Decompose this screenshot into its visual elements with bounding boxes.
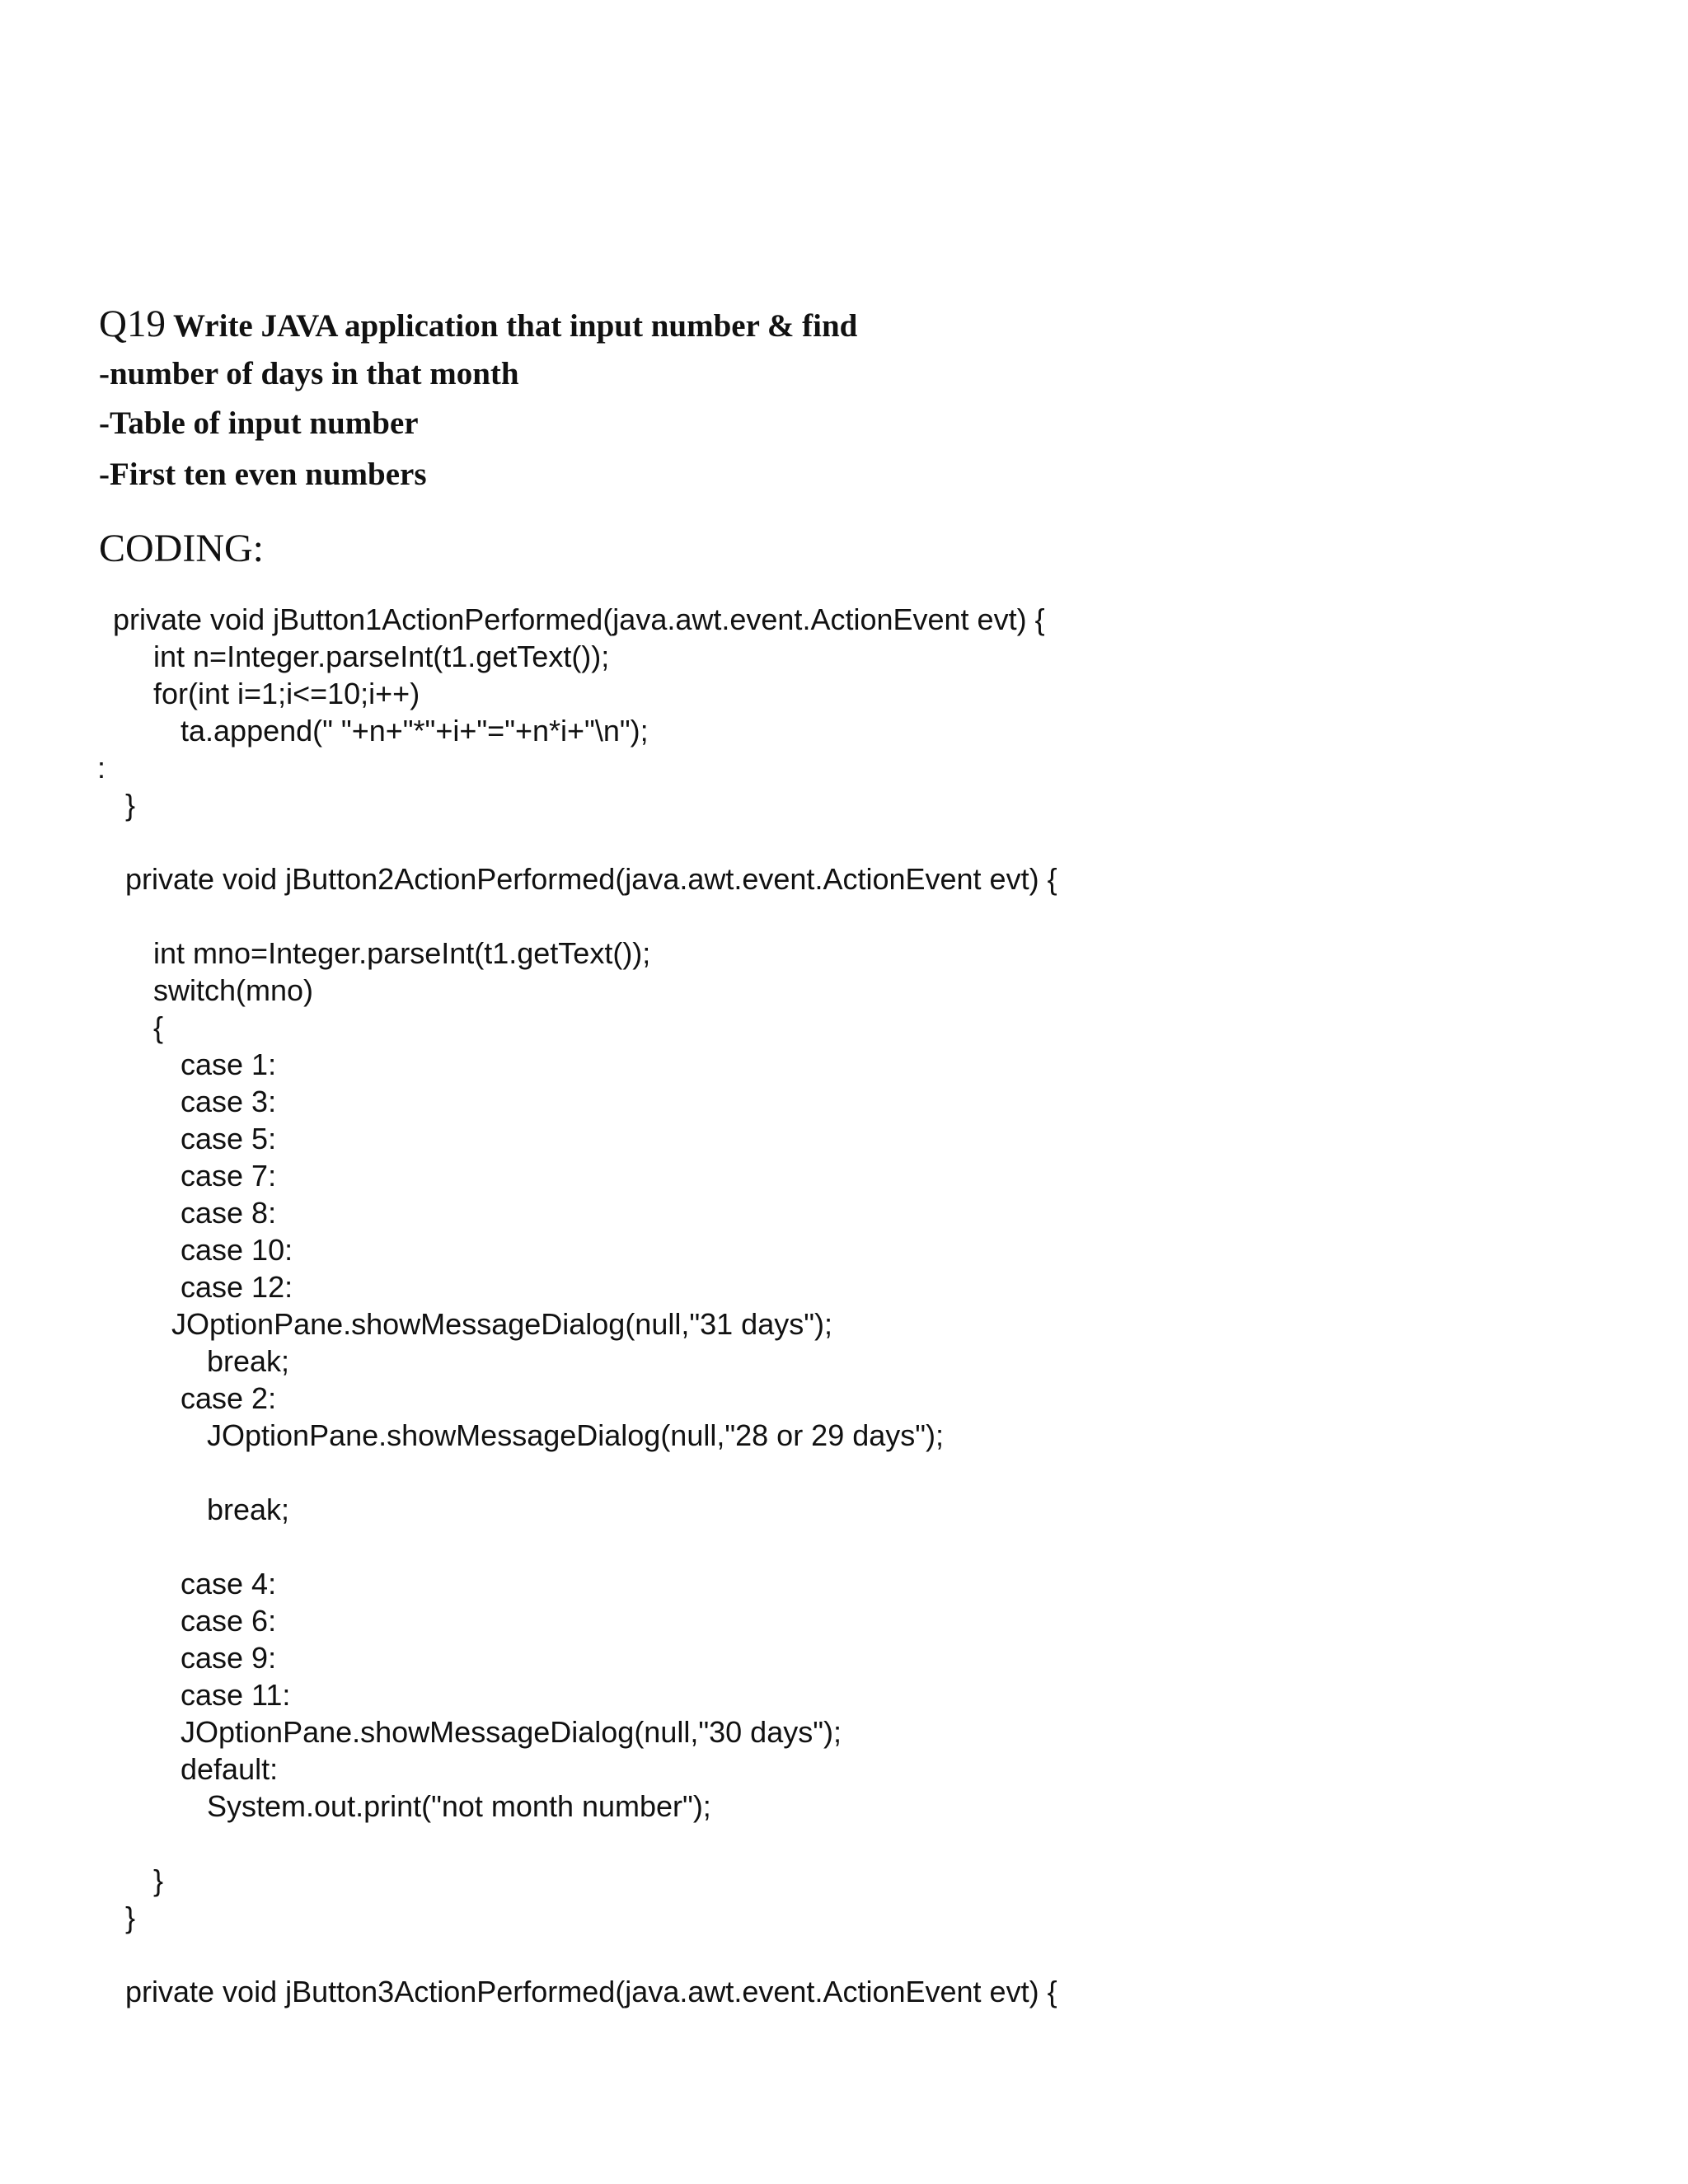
code-line: case 9: [181,1641,277,1675]
code-line: case 5: [181,1122,277,1155]
question-title [99,302,858,345]
question-text: Write JAVA application that input number & find [165,308,858,344]
code-line: case 3: [181,1085,277,1118]
code-line: case 2: [181,1381,277,1415]
code-line: private void jButton1ActionPerformed(java.awt.event.ActionEvent evt) { [113,602,1045,636]
code-line: default: [181,1752,279,1786]
code-line: break; [207,1344,290,1378]
code-line: JOptionPane.showMessageDialog(null,"30 days"); [181,1715,842,1749]
code-line: case 4: [181,1567,277,1601]
code-line: break; [207,1493,290,1526]
code-line: case 10: [181,1233,293,1267]
code-line: for(int i=1;i<=10;i++) [153,677,420,710]
question-number: Q19 [99,302,166,345]
question-item-even: -First ten even numbers [99,457,427,492]
code-line: int n=Integer.parseInt(t1.getText()); [153,640,610,673]
code-line: JOptionPane.showMessageDialog(null,"28 or 29 days"); [207,1418,945,1452]
code-line: case 12: [181,1270,293,1304]
coding-heading: CODING: [99,527,264,570]
code-line: case 6: [181,1604,277,1638]
code-line: { [153,1010,164,1044]
code-line: : [97,751,106,785]
code-line: case 8: [181,1196,277,1230]
code-line: case 1: [181,1047,277,1081]
code-line: switch(mno) [153,973,314,1007]
code-line: case 11: [181,1678,291,1712]
code-line: System.out.print("not month number"); [207,1789,711,1823]
code-line: } [125,1900,136,1934]
code-line: private void jButton2ActionPerformed(java.awt.event.ActionEvent evt) { [125,862,1057,896]
question-item-table: -Table of input number [99,405,419,441]
code-line: JOptionPane.showMessageDialog(null,"31 days"); [171,1307,832,1341]
question-item-days: -number of days in that month [99,356,519,391]
code-line: ta.append(" "+n+"*"+i+"="+n*i+"\n"); [181,714,649,748]
code-line: } [125,788,136,822]
code-line: case 7: [181,1159,277,1193]
code-line: private void jButton3ActionPerformed(java.awt.event.ActionEvent evt) { [125,1975,1057,2008]
code-line: } [153,1863,164,1897]
code-line: int mno=Integer.parseInt(t1.getText()); [153,936,651,970]
